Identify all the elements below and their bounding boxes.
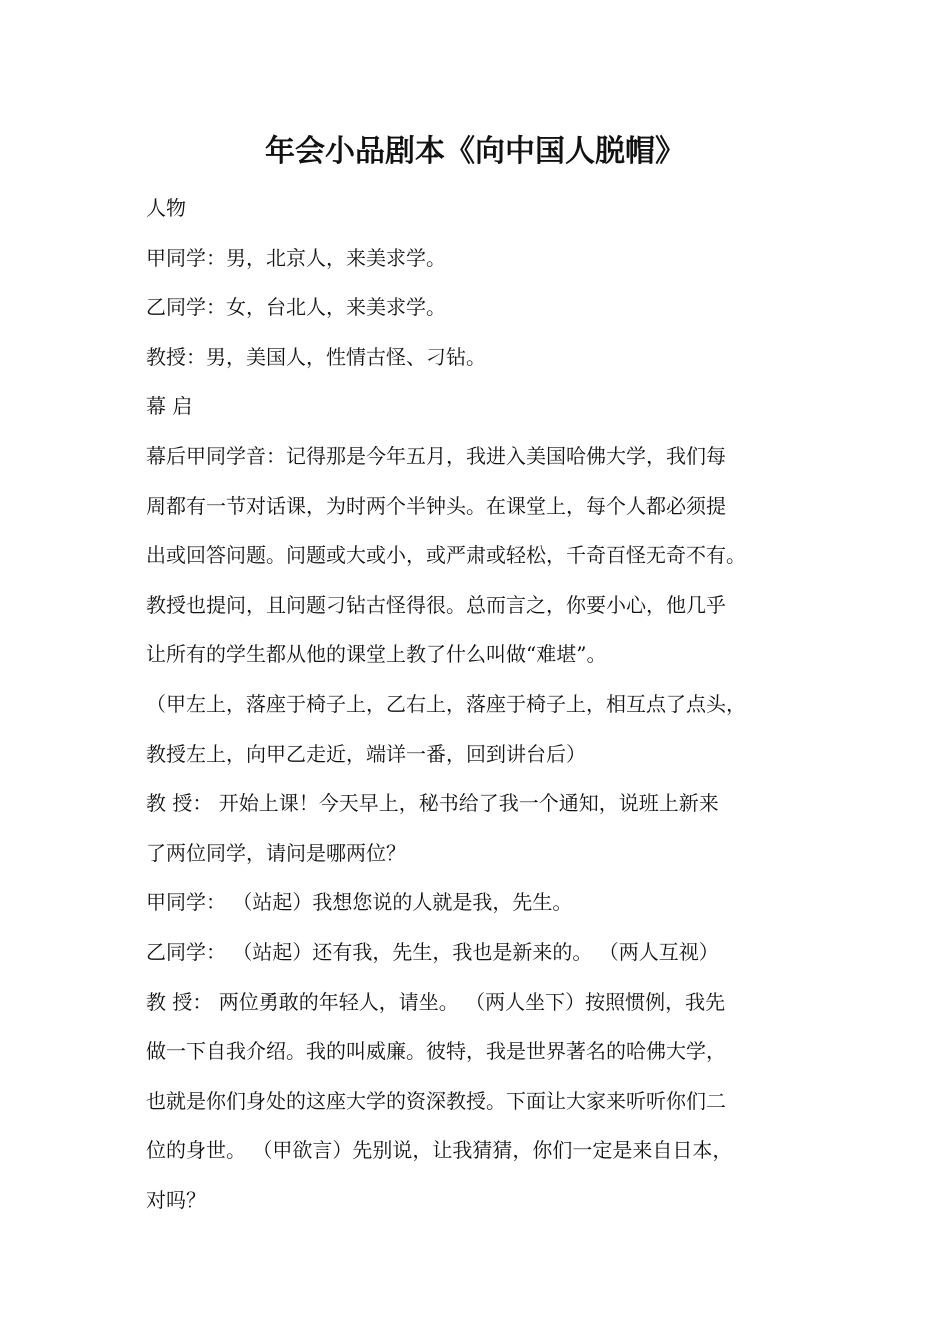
cast-member-yi: 乙同学：女，台北人，来美求学。: [146, 295, 446, 320]
dialogue-line: 位的身世。 （甲欲言）先别说，让我猜猜，你们一定是来自日本，: [146, 1138, 733, 1163]
paragraph-line: 教授也提问，且问题刁钻古怪得很。总而言之，你要小心，他几乎: [146, 592, 726, 617]
paragraph-line: 幕后甲同学音：记得那是今年五月，我进入美国哈佛大学，我们每: [146, 443, 726, 468]
curtain-rise: 幕 启: [146, 394, 193, 419]
document-body: [146, 184, 816, 1225]
dialogue-line: 教 授： 两位勇敢的年轻人，请坐。 （两人坐下）按照惯例，我先: [146, 989, 726, 1014]
paragraph-line: 出或回答问题。问题或大或小，或严肃或轻松，千奇百怪无奇不有。: [146, 543, 746, 568]
dialogue-line: 甲同学： （站起）我想您说的人就是我，先生。: [146, 890, 573, 915]
cast-member-jia: 甲同学：男，北京人，来美求学。: [146, 245, 446, 270]
dialogue-line: 乙同学： （站起）还有我，先生，我也是新来的。 （两人互视）: [146, 939, 719, 964]
dialogue-line: 对吗？: [146, 1187, 206, 1212]
cast-heading: 人物: [146, 196, 186, 220]
dialogue-line: 教 授： 开始上课！今天早上，秘书给了我一个通知，说班上新来: [146, 791, 719, 816]
paragraph-line: 让所有的学生都从他的课堂上教了什么叫做“难堪”。: [146, 642, 607, 667]
dialogue-line: 也就是你们身处的这座大学的资深教授。下面让大家来听听你们二: [146, 1088, 726, 1113]
document-title: 年会小品剧本《向中国人脱帽》: [265, 134, 685, 169]
dialogue-line: 了两位同学，请问是哪两位？: [146, 840, 406, 865]
dialogue-line: 做一下自我介绍。我的叫威廉。彼特，我是世界著名的哈佛大学，: [146, 1039, 726, 1064]
cast-member-professor: 教授：男，美国人，性情古怪、刁钻。: [146, 344, 486, 369]
stage-direction-line: 教授左上，向甲乙走近，端详一番，回到讲台后）: [146, 741, 586, 766]
paragraph-line: 周都有一节对话课，为时两个半钟头。在课堂上，每个人都必须提: [146, 493, 726, 518]
stage-direction-line: （甲左上，落座于椅子上，乙右上，落座于椅子上，相互点了点头，: [146, 691, 746, 716]
